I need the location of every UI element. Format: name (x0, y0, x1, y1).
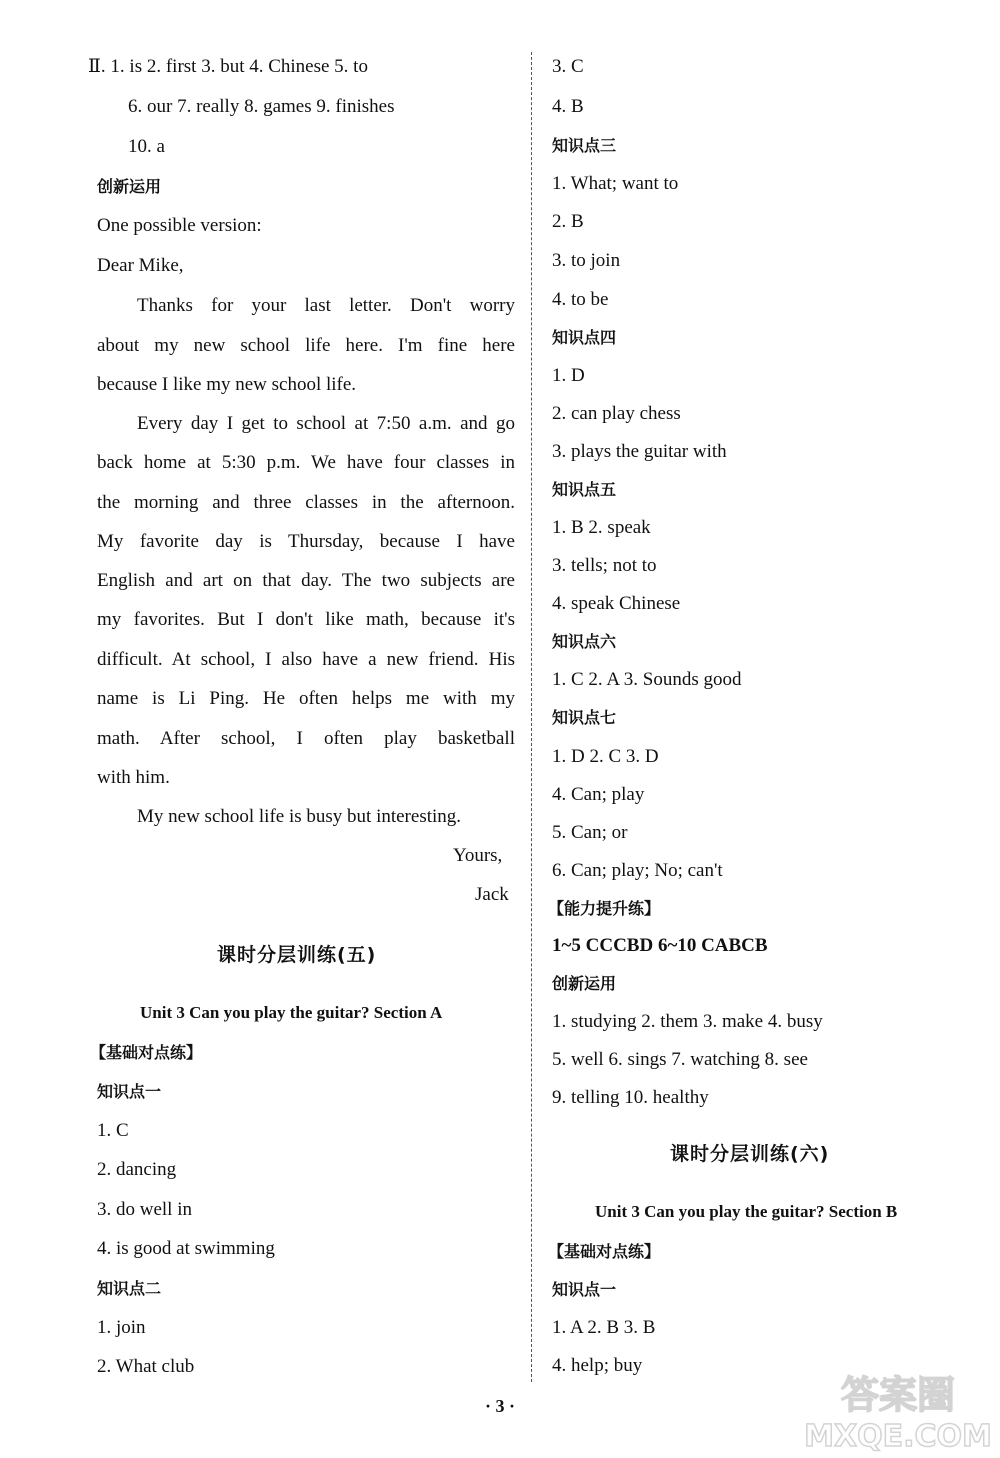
answer-line: 1. join (97, 1317, 146, 1338)
watermark-text: 答案圈 (840, 1373, 956, 1417)
answer-line: 3. to join (552, 250, 621, 271)
answer-line: 4. to be (552, 289, 609, 310)
answer-line: Ⅱ. 1. is 2. first 3. but 4. Chinese 5. to (88, 56, 368, 77)
letter-line: math. After school, I often play basketball (97, 728, 515, 749)
subsection-heading: 【基础对点练】 (90, 1043, 203, 1062)
letter-line: Thanks for your last letter. Don't worry (137, 295, 515, 316)
letter-line: because I like my new school life. (97, 374, 357, 395)
letter-line: the morning and three classes in the afternoon. (97, 492, 515, 513)
knowledge-point-heading: 知识点六 (552, 632, 617, 651)
answer-line: 10. a (128, 136, 165, 157)
answer-line: 1. C (97, 1120, 129, 1141)
answer-line: 4. is good at swimming (97, 1238, 275, 1259)
knowledge-point-heading: 知识点四 (552, 328, 617, 347)
letter-line: my favorites. But I don't like math, because it's (97, 609, 515, 630)
knowledge-point-heading: 知识点一 (97, 1082, 162, 1101)
answer-line: 3. do well in (97, 1199, 192, 1220)
unit-title: Unit 3 Can you play the guitar? Section B (595, 1202, 898, 1221)
letter-salutation: Dear Mike, (97, 255, 184, 276)
answer-line: 1~5 CCCBD 6~10 CABCB (552, 935, 768, 956)
answer-line: 1. D 2. C 3. D (552, 746, 659, 767)
letter-line: about my new school life here. I'm fine here (97, 335, 515, 356)
answer-line: 4. speak Chinese (552, 593, 681, 614)
answer-line: 1. studying 2. them 3. make 4. busy (552, 1011, 823, 1032)
section-title: 课时分层训练(五) (217, 944, 377, 966)
letter-line: My favorite day is Thursday, because I have (97, 531, 515, 552)
answer-line: 4. help; buy (552, 1355, 643, 1376)
letter-line: back home at 5:30 p.m. We have four classes in (97, 452, 515, 473)
letter-line: name is Li Ping. He often helps me with my (97, 688, 515, 709)
answer-line: 3. C (552, 56, 584, 77)
watermark-logo (800, 1366, 996, 1452)
subsection-heading: 【基础对点练】 (548, 1242, 661, 1261)
answer-line: 3. plays the guitar with (552, 441, 727, 462)
answer-line: 2. B (552, 211, 584, 232)
letter-signature: Jack (475, 884, 509, 905)
subsection-heading: 【能力提升练】 (548, 899, 661, 918)
section-heading: 创新运用 (552, 974, 617, 993)
answer-line: 2. can play chess (552, 403, 681, 424)
section-heading: 创新运用 (97, 177, 162, 196)
letter-line: English and art on that day. The two subjects are (97, 570, 515, 591)
answer-line: 1. B 2. speak (552, 517, 651, 538)
letter-line: with him. (97, 767, 170, 788)
knowledge-point-heading: 知识点七 (552, 708, 617, 727)
answer-line: 5. well 6. sings 7. watching 8. see (552, 1049, 808, 1070)
knowledge-point-heading: 知识点一 (552, 1280, 617, 1299)
answer-line: 4. Can; play (552, 784, 645, 805)
answer-line: 1. A 2. B 3. B (552, 1317, 656, 1338)
letter-line: difficult. At school, I also have a new friend. His (97, 649, 515, 670)
page-number: · 3 · (484, 1396, 515, 1416)
answer-line: 3. tells; not to (552, 555, 657, 576)
answer-line: 2. dancing (97, 1159, 177, 1180)
letter-line: My new school life is busy but interesting. (137, 806, 462, 827)
unit-title: Unit 3 Can you play the guitar? Section A (140, 1003, 443, 1022)
answer-line: 9. telling 10. healthy (552, 1087, 709, 1108)
answer-line: 4. B (552, 96, 584, 117)
letter-closing: Yours, (453, 845, 503, 866)
section-title: 课时分层训练(六) (670, 1143, 830, 1165)
knowledge-point-heading: 知识点三 (552, 136, 617, 155)
answer-line: 5. Can; or (552, 822, 628, 843)
letter-line: Every day I get to school at 7:50 a.m. and go (137, 413, 515, 434)
knowledge-point-heading: 知识点二 (97, 1279, 162, 1298)
letter-intro: One possible version: (97, 215, 262, 236)
watermark-url: MXQE.COM (804, 1419, 992, 1452)
answer-line: 6. Can; play; No; can't (552, 860, 723, 881)
answer-line: 1. D (552, 365, 585, 386)
answer-line: 1. What; want to (552, 173, 679, 194)
knowledge-point-heading: 知识点五 (552, 480, 617, 499)
answer-line: 1. C 2. A 3. Sounds good (552, 669, 742, 690)
answer-line: 2. What club (97, 1356, 195, 1377)
answer-line: 6. our 7. really 8. games 9. finishes (128, 96, 395, 117)
column-divider (531, 52, 532, 1382)
